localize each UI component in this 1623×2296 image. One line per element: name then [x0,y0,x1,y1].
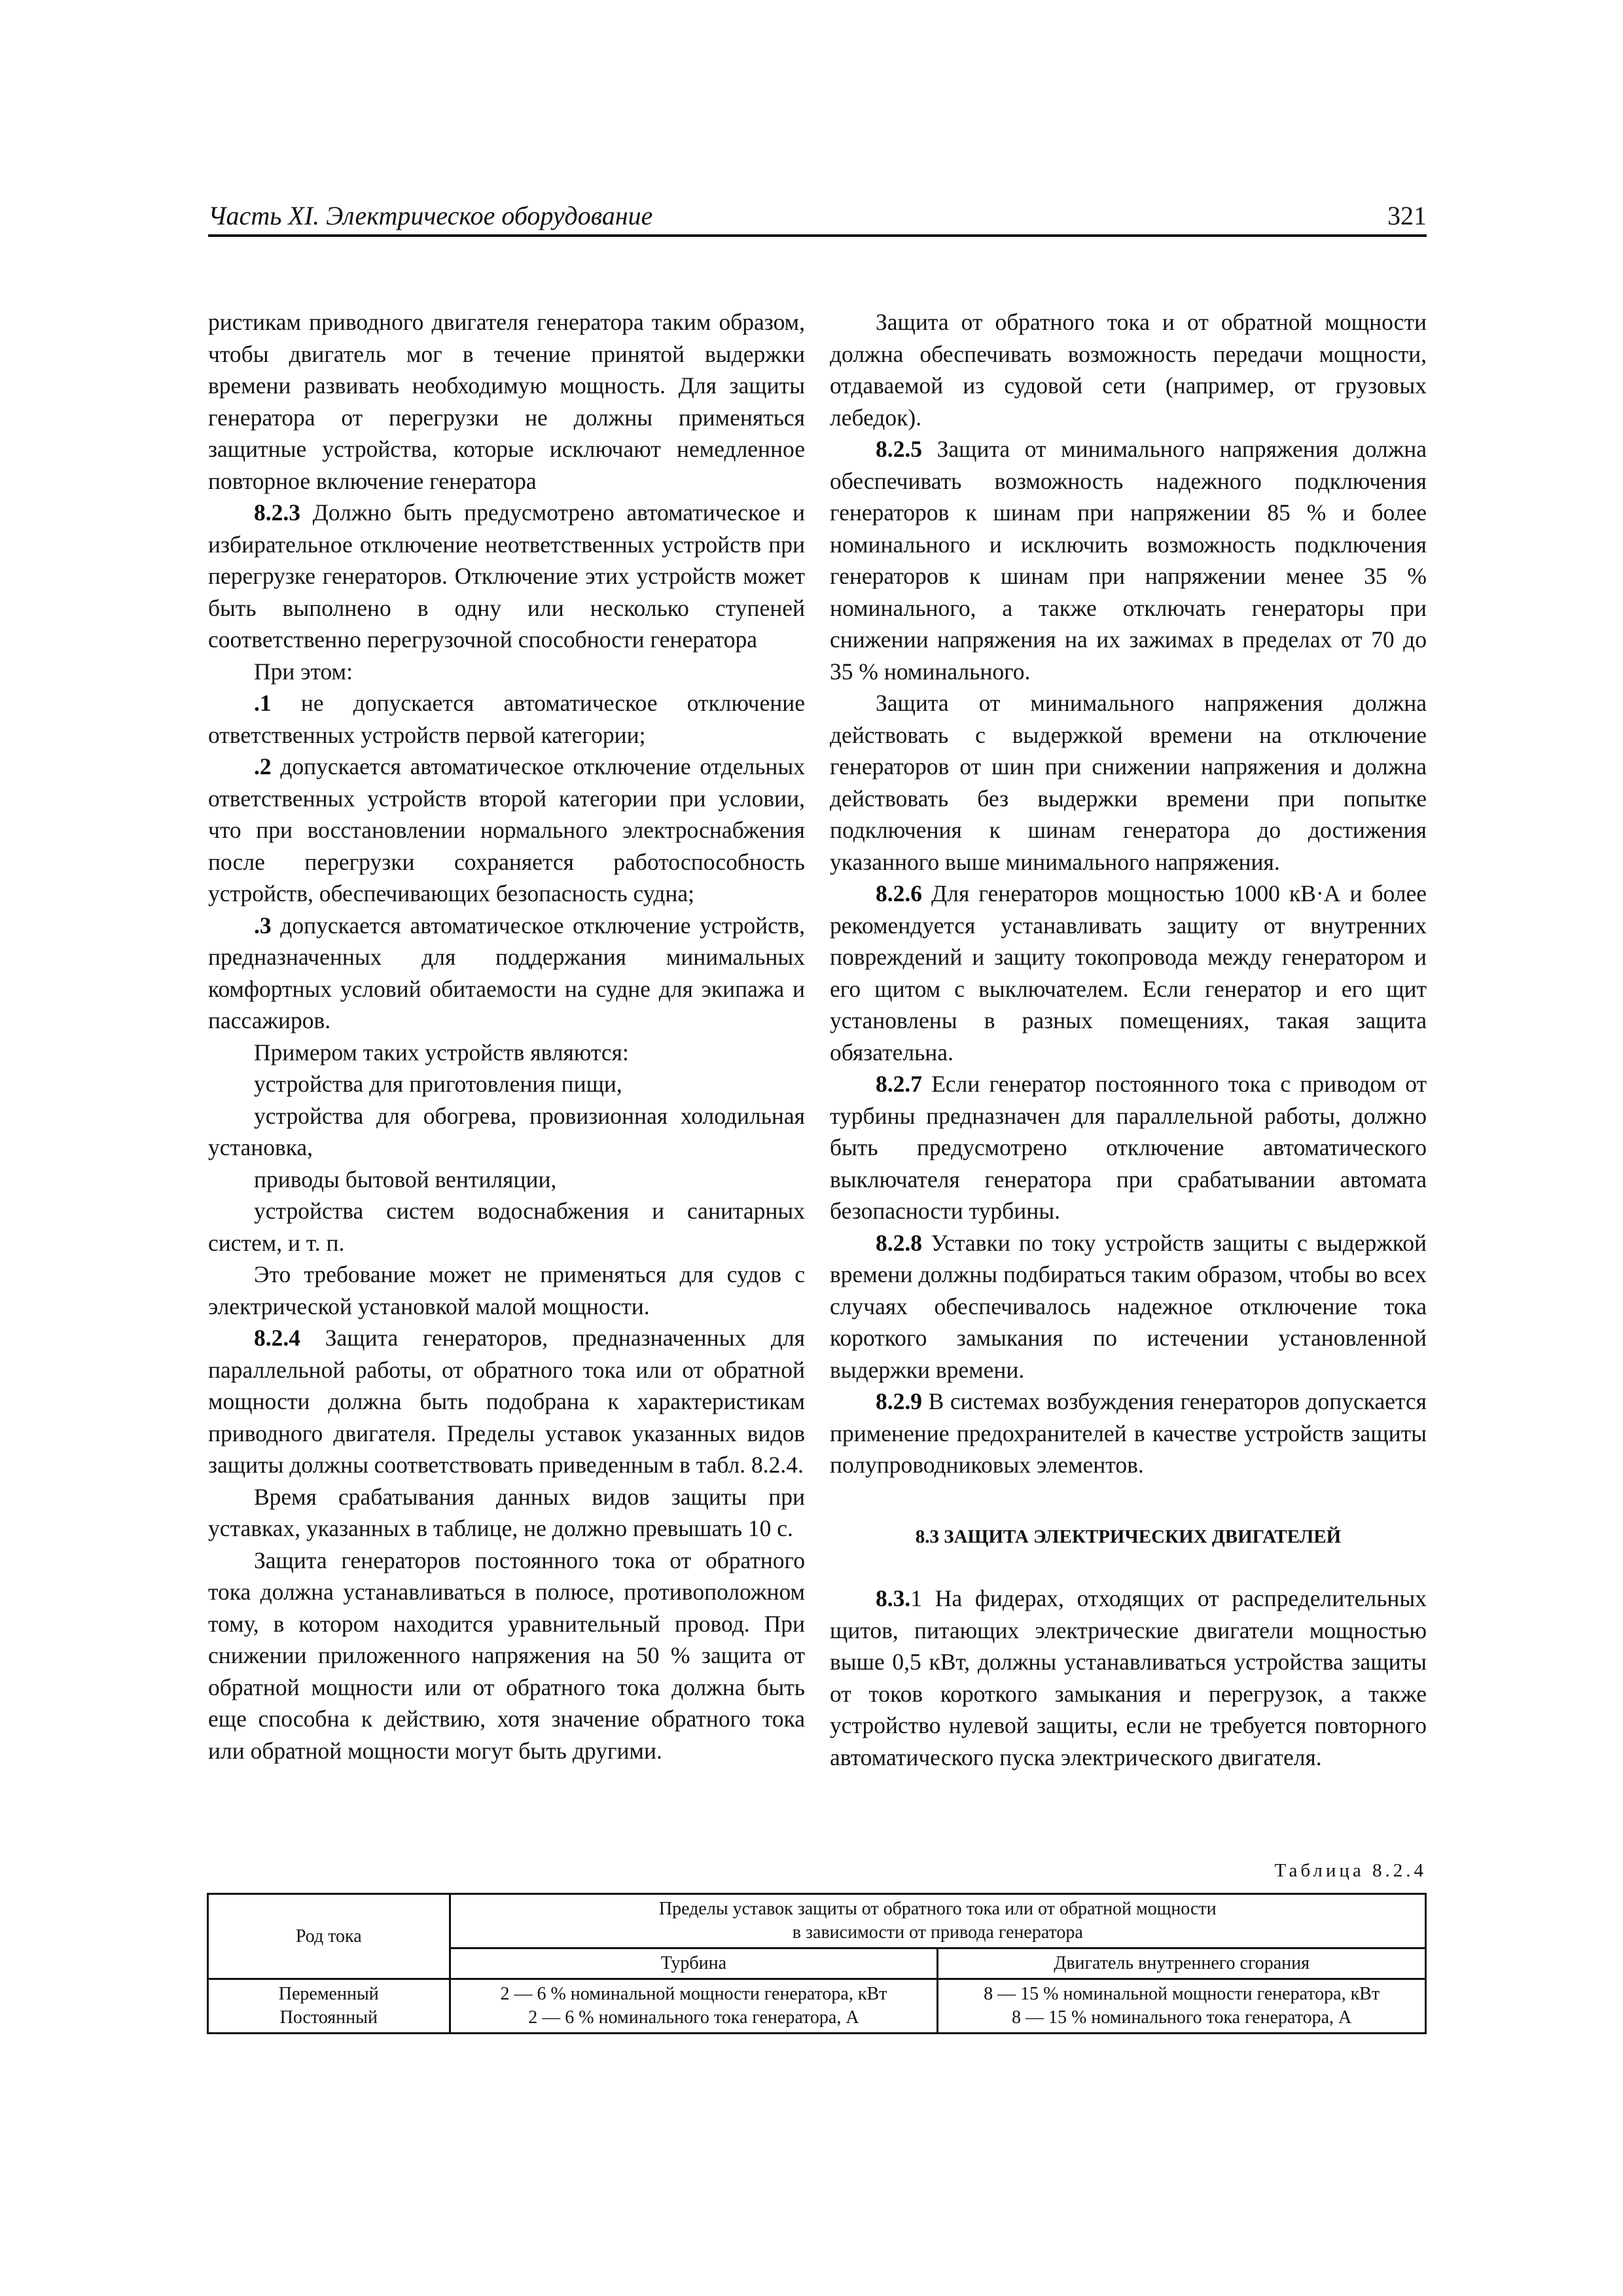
paragraph-text: В системах возбуждения генераторов допускается применение предохранителей в качестве устройств защиты полупроводниковых элементов. [830,1388,1427,1478]
header-current-type: Род тока [208,1894,450,1979]
paragraph-text: Защита от минимального напряжения должна обеспечивать возможность надежного подключения генераторов к шинам при напряжении 85 % и более номинального и исключить возможность подключения генераторов к шинам при напряжении менее 35 % номинального, а также отключать генераторы при снижении напряжения на их зажимах в пределах от 70 до 35 % номинального. [830,436,1427,685]
header-limits [450,1894,1425,1948]
paragraph [208,1259,805,1322]
paragraph-lead: 8.2.4 [254,1325,300,1351]
paragraph [208,306,805,497]
cell-current-ac: Переменный [278,1984,379,2004]
cell-turbine [450,1979,938,2034]
paragraph [208,497,805,656]
left-column [208,306,805,1767]
cell-current [208,1979,450,2034]
cell-engine-dc: 8 — 15 % номинального тока генератора, А [1011,2007,1352,2028]
paragraph-text: Для генераторов мощностью 1000 кВ·А и более рекомендуется устанавливать защиту от внутренних повреждений и защиту токопровода между генератором и его щитом с выключателем. Если генератор и его щит установлены в разных помещениях, такая защита обязательна. [830,880,1427,1066]
paragraph [208,687,805,751]
paragraph [208,1481,805,1545]
paragraph [830,1068,1427,1227]
paragraph-text: Если генератор постоянного тока с приводом от турбины предназначен для параллельной работы, должно быть предусмотрено отключение автоматического выключателя генератора при срабатывании автомата безопасности турбины. [830,1071,1427,1224]
paragraph-text: Защита от минимального напряжения должна действовать с выдержкой времени на отключение генераторов от шин при снижении напряжения и должна действовать без выдержки времени при попытке подключения к шинам генератора до достижения указанного выше минимального напряжения. [830,690,1427,875]
section-heading: 8.3 ЗАЩИТА ЭЛЕКТРИЧЕСКИХ ДВИГАТЕЛЕЙ [915,1526,1342,1547]
header-turbine: Турбина [450,1948,938,1979]
paragraph [208,1164,805,1196]
paragraph-text: допускается автоматическое отключение устройств, предназначенных для поддержания минимальных комфортных условий обитаемости на судне для экипажа и пассажиров. [208,912,805,1033]
paragraph-text: устройства для приготовления пищи, [254,1071,622,1097]
paragraph-lead: 8.2.7 [876,1071,922,1097]
cell-turbine-ac: 2 — 6 % номинальной мощности генератора, кВт [500,1984,887,2004]
table-caption: Таблица 8.2.4 [1274,1860,1427,1881]
running-title: Часть XI. Электрическое оборудование [208,201,653,230]
section-body [830,1583,1427,1773]
paragraph [208,1545,805,1767]
paragraph-lead: .3 [254,912,272,939]
header-limits-line1: Пределы уставок защиты от обратного тока или от обратной мощности [658,1899,1217,1919]
paragraph-text: 1 На фидерах, отходящих от распределительных щитов, питающих электрические двигатели мощностью выше 0,5 кВт, должны устанавливаться устройства защиты от токов короткого замыкания и перегрузок, а также устройство нулевой защиты, если не требуется повторного автоматического пуска электрического двигателя. [830,1585,1427,1770]
paragraph-text: ристикам приводного двигателя генератора таким образом, чтобы двигатель мог в течение принятой выдержки времени развивать необходимую мощность. Для защиты генератора от перегрузки не должны применяться защитные устройства, которые исключают немедленное повторное включение генератора [208,309,805,494]
paragraph [208,1068,805,1100]
header-limits-line2: в зависимости от привода генератора [792,1922,1083,1943]
paragraph [830,878,1427,1068]
settings-table [207,1893,1427,2034]
paragraph [208,910,805,1037]
cell-engine [938,1979,1426,2034]
paragraph-lead: 8.2.3 [254,499,300,526]
cell-turbine-dc: 2 — 6 % номинального тока генератора, А [528,2007,859,2028]
paragraph-text: Должно быть предусмотрено автоматическое и избирательное отключение неответственных устройств при перегрузке генераторов. Отключение этих устройств может быть выполнено в одну или несколько ступеней соответственно перегрузочной способности генератора [208,499,805,653]
cell-engine-ac: 8 — 15 % номинальной мощности генератора, кВт [984,1984,1380,2004]
paragraph-text: устройства для обогрева, провизионная холодильная установка, [208,1102,805,1160]
page-number: 321 [1387,201,1427,230]
paragraph [830,687,1427,878]
paragraph-lead: 8.2.6 [876,880,922,906]
paragraph [208,751,805,910]
paragraph-lead: 8.2.8 [876,1229,922,1256]
paragraph [208,1100,805,1164]
paragraph-text: Это требование может не применяться для судов с электрической установкой малой мощности. [208,1261,805,1319]
paragraph-text: Примером таких устройств являются: [254,1039,629,1066]
paragraph-text: приводы бытовой вентиляции, [254,1166,557,1193]
paragraph-text: Защита от обратного тока и от обратной мощности должна обеспечивать возможность передачи мощности, отдаваемой из судовой сети (например, от грузовых лебедок). [830,309,1427,431]
right-column [830,306,1427,1481]
paragraph [208,1037,805,1069]
page-header [208,200,1427,237]
cell-current-dc: Постоянный [279,2007,378,2028]
paragraph [830,1227,1427,1386]
paragraph-text: Защита генераторов постоянного тока от обратного тока должна устанавливаться в полюсе, противоположном тому, в котором находится уравнительный провод. При снижении приложенного напряжения на 50 % защита от обратной мощности или от обратного тока должна быть еще способна к действию, хотя значение обратного тока или обратной мощности могут быть другими. [208,1547,805,1764]
paragraph-lead: 8.2.5 [876,436,922,462]
paragraph [830,306,1427,433]
header-engine: Двигатель внутреннего сгорания [938,1948,1426,1979]
paragraph-lead: 8.3. [876,1585,911,1611]
table-header-row [208,1894,1426,1948]
paragraph-text: допускается автоматическое отключение отдельных ответственных устройств второй категории при условии, что при восстановлении нормального электроснабжения после перегрузки сохраняется работоспособность устройств, обеспечивающих безопасность судна; [208,753,805,906]
paragraph-lead: .1 [254,690,272,716]
paragraph-text: Время срабатывания данных видов защиты при уставках, указанных в таблице, не должно превышать 10 с. [208,1483,805,1541]
paragraph [208,1322,805,1481]
paragraph-text: устройства систем водоснабжения и санитарных систем, и т. п. [208,1198,805,1256]
paragraph [830,1386,1427,1481]
paragraph-text: Уставки по току устройств защиты с выдержкой времени должны подбираться таким образом, чтобы во всех случаях обеспечивалось надежное отключение тока короткого замыкания по истечении установленной выдержки времени. [830,1229,1427,1383]
paragraph [830,433,1427,687]
paragraph [208,656,805,688]
paragraph-lead: 8.2.9 [876,1388,922,1414]
paragraph-text: не допускается автоматическое отключение ответственных устройств первой категории; [208,690,805,748]
paragraph [830,1583,1427,1773]
paragraph-lead: .2 [254,753,272,780]
table-row [208,1979,1426,2034]
paragraph-text: Защита генераторов, предназначенных для параллельной работы, от обратного тока или от обратной мощности должна быть подобрана к характеристикам приводного двигателя. Пределы уставок указанных видов защиты должны соответствовать приведенным в табл. 8.2.4. [208,1325,805,1478]
paragraph [208,1195,805,1259]
paragraph-text: При этом: [254,658,353,685]
